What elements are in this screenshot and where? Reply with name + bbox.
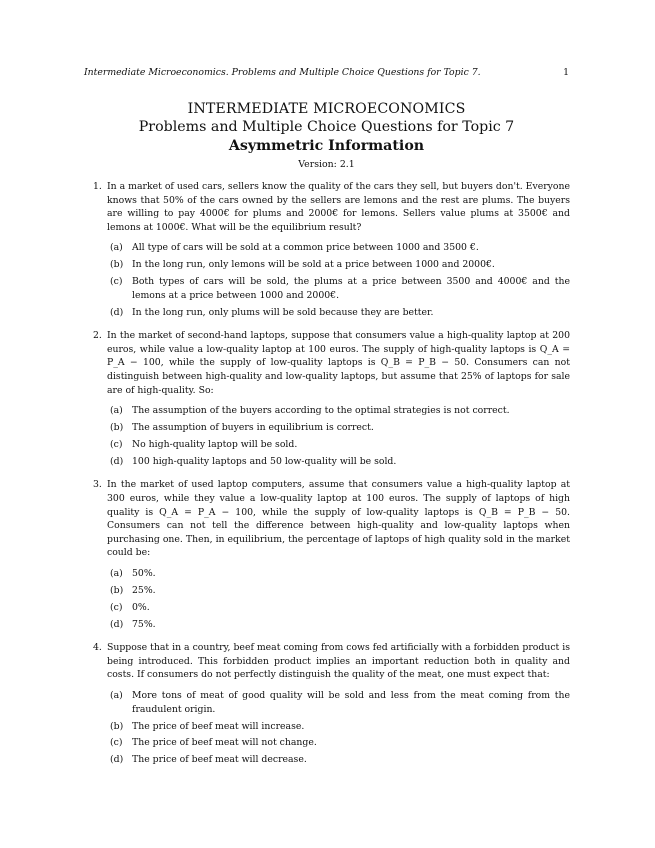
option-label: (c) xyxy=(110,601,123,613)
option-label: (c) xyxy=(110,438,123,450)
option-label: (b) xyxy=(110,422,124,434)
option-b xyxy=(107,421,570,435)
option-c xyxy=(107,275,570,302)
option-c xyxy=(107,736,570,750)
option-a xyxy=(107,241,570,255)
option-text: 0%. xyxy=(132,601,150,613)
topic-name: Asymmetric Information xyxy=(228,138,425,154)
option-text: The assumption of the buyers according to the optimal strategies is not correct. xyxy=(132,405,510,417)
option-text: No high-quality laptop will be sold. xyxy=(132,438,298,450)
option-label: (c) xyxy=(110,737,123,749)
running-header xyxy=(84,67,569,79)
option-label: (d) xyxy=(110,754,124,766)
option-list xyxy=(107,404,570,468)
question-number: 4. xyxy=(93,642,102,654)
option-label: (a) xyxy=(110,568,123,580)
course-title: INTERMEDIATE MICROECONOMICS xyxy=(187,101,466,117)
option-label: (d) xyxy=(110,618,124,630)
option-b xyxy=(107,584,570,598)
option-b xyxy=(107,720,570,734)
option-text: All type of cars will be sold at a common price between 1000 and 3500 €. xyxy=(132,242,479,254)
option-d xyxy=(107,306,570,320)
question-text: Suppose that in a country, beef meat coming from cows fed artificially with a forbidden product is being introduced. This forbidden product implies an important reduction both in quality and costs. If consumers do not perfectly distinguish the quality of the meat, one must expect that: xyxy=(107,642,570,681)
question-3 xyxy=(93,478,570,631)
title-block xyxy=(84,100,569,171)
option-c xyxy=(107,438,570,452)
option-list xyxy=(107,689,570,767)
option-text: More tons of meat of good quality will be sold and less from the meat coming from the fraudulent origin. xyxy=(132,690,570,715)
option-text: The price of beef meat will decrease. xyxy=(132,754,307,766)
option-text: 50%. xyxy=(132,568,156,580)
question-list xyxy=(93,180,570,777)
option-text: In the long run, only lemons will be sold at a price between 1000 and 2000€. xyxy=(132,259,495,271)
version-label: Version: 2.1 xyxy=(298,159,355,170)
option-text: 25%. xyxy=(132,584,156,596)
question-4 xyxy=(93,641,570,767)
page-number: 1 xyxy=(563,67,569,78)
question-number: 3. xyxy=(93,479,102,491)
option-list xyxy=(107,241,570,319)
option-a xyxy=(107,567,570,581)
option-text: Both types of cars will be sold, the plums at a price between 3500 and 4000€ and the lemons at a price between 1000 and 2000€. xyxy=(132,276,570,301)
option-a xyxy=(107,689,570,716)
option-label: (d) xyxy=(110,455,124,467)
option-a xyxy=(107,404,570,418)
option-b xyxy=(107,258,570,272)
option-text: The assumption of buyers in equilibrium is correct. xyxy=(132,422,374,434)
option-text: In the long run, only plums will be sold because they are better. xyxy=(132,306,434,318)
option-d xyxy=(107,753,570,767)
option-label: (c) xyxy=(110,276,123,288)
option-text: The price of beef meat will increase. xyxy=(132,720,305,732)
question-2 xyxy=(93,329,570,468)
option-text: The price of beef meat will not change. xyxy=(132,737,317,749)
option-label: (a) xyxy=(110,242,123,254)
option-label: (b) xyxy=(110,720,124,732)
question-text: In the market of used laptop computers, assume that consumers value a high-quality laptop at 300 euros, while they value a low-quality laptop at 100 euros. The supply of laptops of high quality is Q_A = P_A − 100, while the supply of low-quality laptops is Q_B = P_B − 50. Consumers can not tell the difference between high-quality and low-quality laptops when purchasing one. Then, in equilibrium, the percentage of laptops of high quality sold in the market could be: xyxy=(107,479,570,559)
question-text: In the market of second-hand laptops, suppose that consumers value a high-quality laptop at 200 euros, while value a low-quality laptop at 100 euros. The supply of high-quality laptops is Q_A = P_A − 100, while the supply of low-quality laptops is Q_B = P_B − 50. Consumers can not distinguish between high-quality and low-quality laptops, but assume that 25% of laptops for sale are of high-quality. So: xyxy=(107,330,570,396)
running-title: Intermediate Microeconomics. Problems and Multiple Choice Questions for Topic 7. xyxy=(84,67,481,78)
question-1 xyxy=(93,180,570,319)
question-number: 1. xyxy=(93,181,102,192)
option-c xyxy=(107,601,570,615)
question-text: In a market of used cars, sellers know the quality of the cars they sell, but buyers don't. Everyone knows that 50% of the cars owned by the sellers are lemons and the rest are plums. The buyers are willing to pay 4000€ for plums and 2000€ for lemons. Sellers value plums at 3500€ and lemons at 1000€. What will be the equilibrium result? xyxy=(107,181,570,233)
option-label: (b) xyxy=(110,584,124,596)
option-d xyxy=(107,618,570,632)
option-list xyxy=(107,567,570,631)
option-text: 75%. xyxy=(132,618,156,630)
option-label: (a) xyxy=(110,690,123,702)
option-d xyxy=(107,455,570,469)
option-label: (d) xyxy=(110,306,124,318)
question-number: 2. xyxy=(93,330,102,342)
option-label: (a) xyxy=(110,405,123,417)
option-text: 100 high-quality laptops and 50 low-quality will be sold. xyxy=(132,455,397,467)
option-label: (b) xyxy=(110,259,124,271)
topic-subtitle: Problems and Multiple Choice Questions for Topic 7 xyxy=(138,119,515,135)
